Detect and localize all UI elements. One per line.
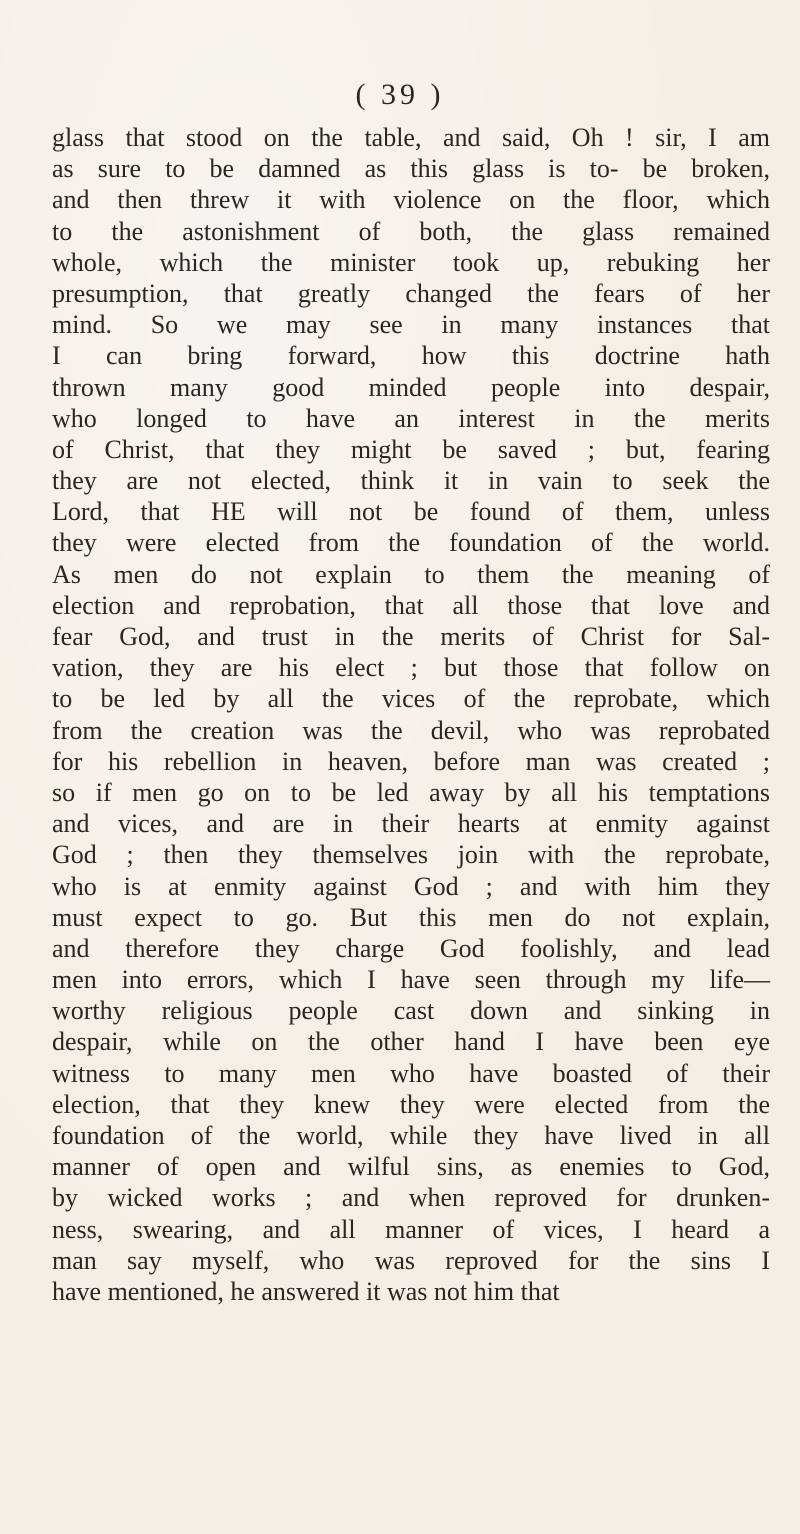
text-line: must expect to go. But this men do not explain, — [52, 902, 770, 932]
text-line: God ; then they themselves join with the reprobate, — [52, 840, 770, 870]
text-line: and then threw it with violence on the floor, which — [52, 185, 770, 215]
text-line: despair, while on the other hand I have been eye — [52, 1027, 770, 1057]
body-text — [52, 122, 770, 1307]
text-line: who is at enmity against God ; and with him they — [52, 871, 770, 901]
text-line: election, that they knew they were elected from the — [52, 1089, 770, 1119]
text-line: fear God, and trust in the merits of Christ for Sal- — [52, 622, 770, 651]
text-line: for his rebellion in heaven, before man was created ; — [52, 746, 770, 776]
text-line: worthy religious people cast down and sinking in — [52, 996, 770, 1026]
text-line: they are not elected, think it in vain to seek the — [52, 466, 770, 496]
text-line: who longed to have an interest in the merits — [52, 403, 770, 433]
text-line: As men do not explain to them the meaning of — [52, 559, 770, 589]
text-line: to be led by all the vices of the reprobate, which — [52, 684, 770, 714]
text-line: foundation of the world, while they have lived in all — [52, 1121, 770, 1150]
text-line: so if men go on to be led away by all his temptations — [52, 777, 770, 807]
text-line: presumption, that greatly changed the fears of her — [52, 278, 770, 308]
text-line: Lord, that HE will not be found of them, unless — [52, 497, 770, 527]
text-line: of Christ, that they might be saved ; but, fearing — [52, 434, 770, 464]
text-line: ness, swearing, and all manner of vices, I heard a — [52, 1214, 770, 1244]
page-number: ( 39 ) — [355, 78, 445, 111]
text-line: as sure to be damned as this glass is to- be broken, — [52, 154, 770, 184]
text-line: have mentioned, he answered it was not him that — [52, 1276, 560, 1306]
text-line: from the creation was the devil, who was reprobated — [52, 715, 770, 745]
text-line: thrown many good minded people into despair, — [52, 372, 770, 402]
text-line: election and reprobation, that all those that love and — [52, 590, 770, 620]
text-line: glass that stood on the table, and said, Oh ! sir, I am — [52, 123, 770, 152]
text-line: manner of open and wilful sins, as enemies to God, — [52, 1152, 770, 1182]
text-line: by wicked works ; and when reproved for drunken- — [52, 1183, 770, 1213]
text-line: men into errors, which I have seen through my life— — [52, 965, 770, 995]
text-line: they were elected from the foundation of the world. — [52, 528, 770, 558]
text-line: witness to many men who have boasted of their — [52, 1058, 770, 1088]
text-line: whole, which the minister took up, rebuking her — [52, 247, 770, 277]
text-line: and therefore they charge God foolishly, and lead — [52, 933, 770, 963]
text-line: mind. So we may see in many instances that — [52, 310, 770, 340]
text-line: man say myself, who was reproved for the sins I — [52, 1245, 770, 1275]
text-line: I can bring forward, how this doctrine hath — [52, 341, 770, 371]
text-line: vation, they are his elect ; but those that follow on — [52, 653, 770, 683]
text-line: to the astonishment of both, the glass remained — [52, 216, 770, 246]
text-line: and vices, and are in their hearts at enmity against — [52, 809, 770, 839]
